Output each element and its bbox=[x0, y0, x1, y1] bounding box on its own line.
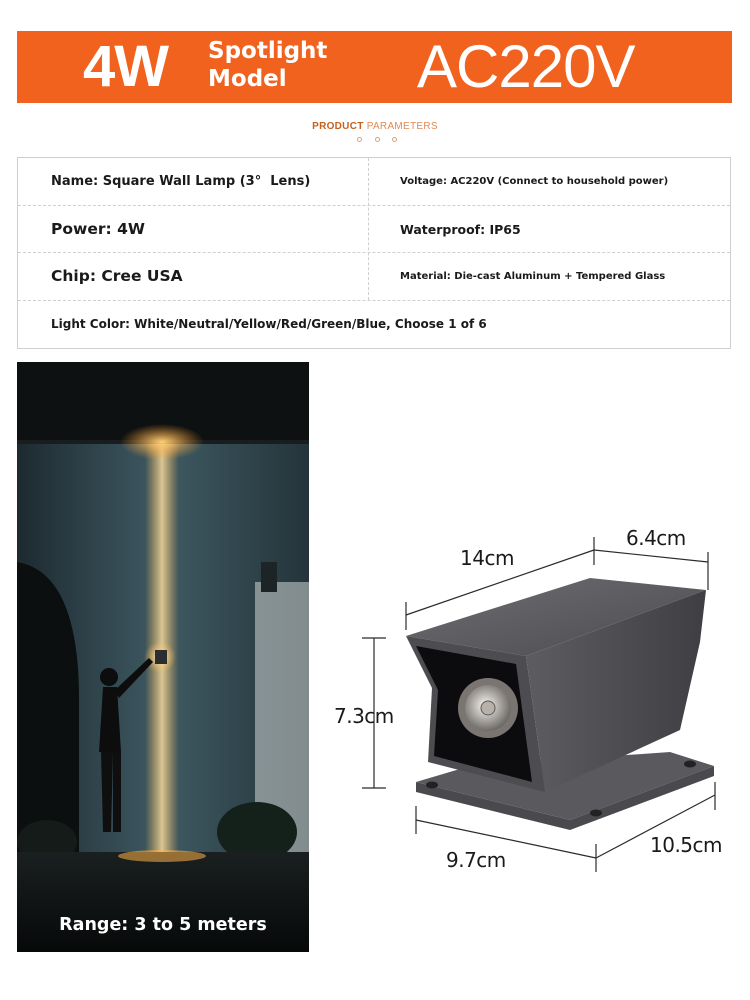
param-row bbox=[18, 158, 730, 205]
installation-photo bbox=[17, 362, 309, 952]
section-heading-strong: PRODUCT bbox=[312, 121, 364, 132]
param-row bbox=[18, 252, 730, 299]
night-scene-illustration bbox=[17, 362, 309, 952]
dimension-base-length-label: 10.5cm bbox=[650, 833, 723, 857]
param-chip: Chip: Cree USA bbox=[51, 267, 183, 285]
voltage-rating: AC220V bbox=[417, 33, 635, 100]
param-row bbox=[18, 300, 730, 348]
param-voltage: Voltage: AC220V (Connect to household power) bbox=[400, 176, 669, 187]
dimension-base-width-label: 9.7cm bbox=[446, 848, 506, 872]
param-waterproof: Waterproof: IP65 bbox=[400, 222, 521, 237]
range-caption: Range: 3 to 5 meters bbox=[59, 915, 267, 935]
param-name: Name: Square Wall Lamp (3° Lens) bbox=[51, 174, 311, 189]
section-heading-light: PARAMETERS bbox=[366, 121, 438, 132]
model-line-2: Model bbox=[208, 66, 287, 92]
model-label bbox=[208, 37, 348, 93]
param-light-color: Light Color: White/Neutral/Yellow/Red/Green/Blue, Choose 1 of 6 bbox=[51, 317, 487, 331]
parameters-table bbox=[17, 157, 731, 349]
param-material: Material: Die-cast Aluminum + Tempered Glass bbox=[400, 271, 666, 282]
dimension-height-label: 7.3cm bbox=[334, 704, 394, 728]
power-rating: 4W bbox=[83, 34, 168, 99]
dimension-length-label: 14cm bbox=[460, 546, 514, 570]
param-power: Power: 4W bbox=[51, 220, 145, 238]
section-heading bbox=[0, 121, 750, 132]
dimension-width-label: 6.4cm bbox=[626, 526, 686, 550]
decorative-dots bbox=[357, 137, 397, 143]
param-row bbox=[18, 205, 730, 252]
dimension-diagram bbox=[320, 520, 740, 890]
model-line-1: Spotlight bbox=[208, 38, 328, 64]
title-banner bbox=[17, 31, 732, 103]
